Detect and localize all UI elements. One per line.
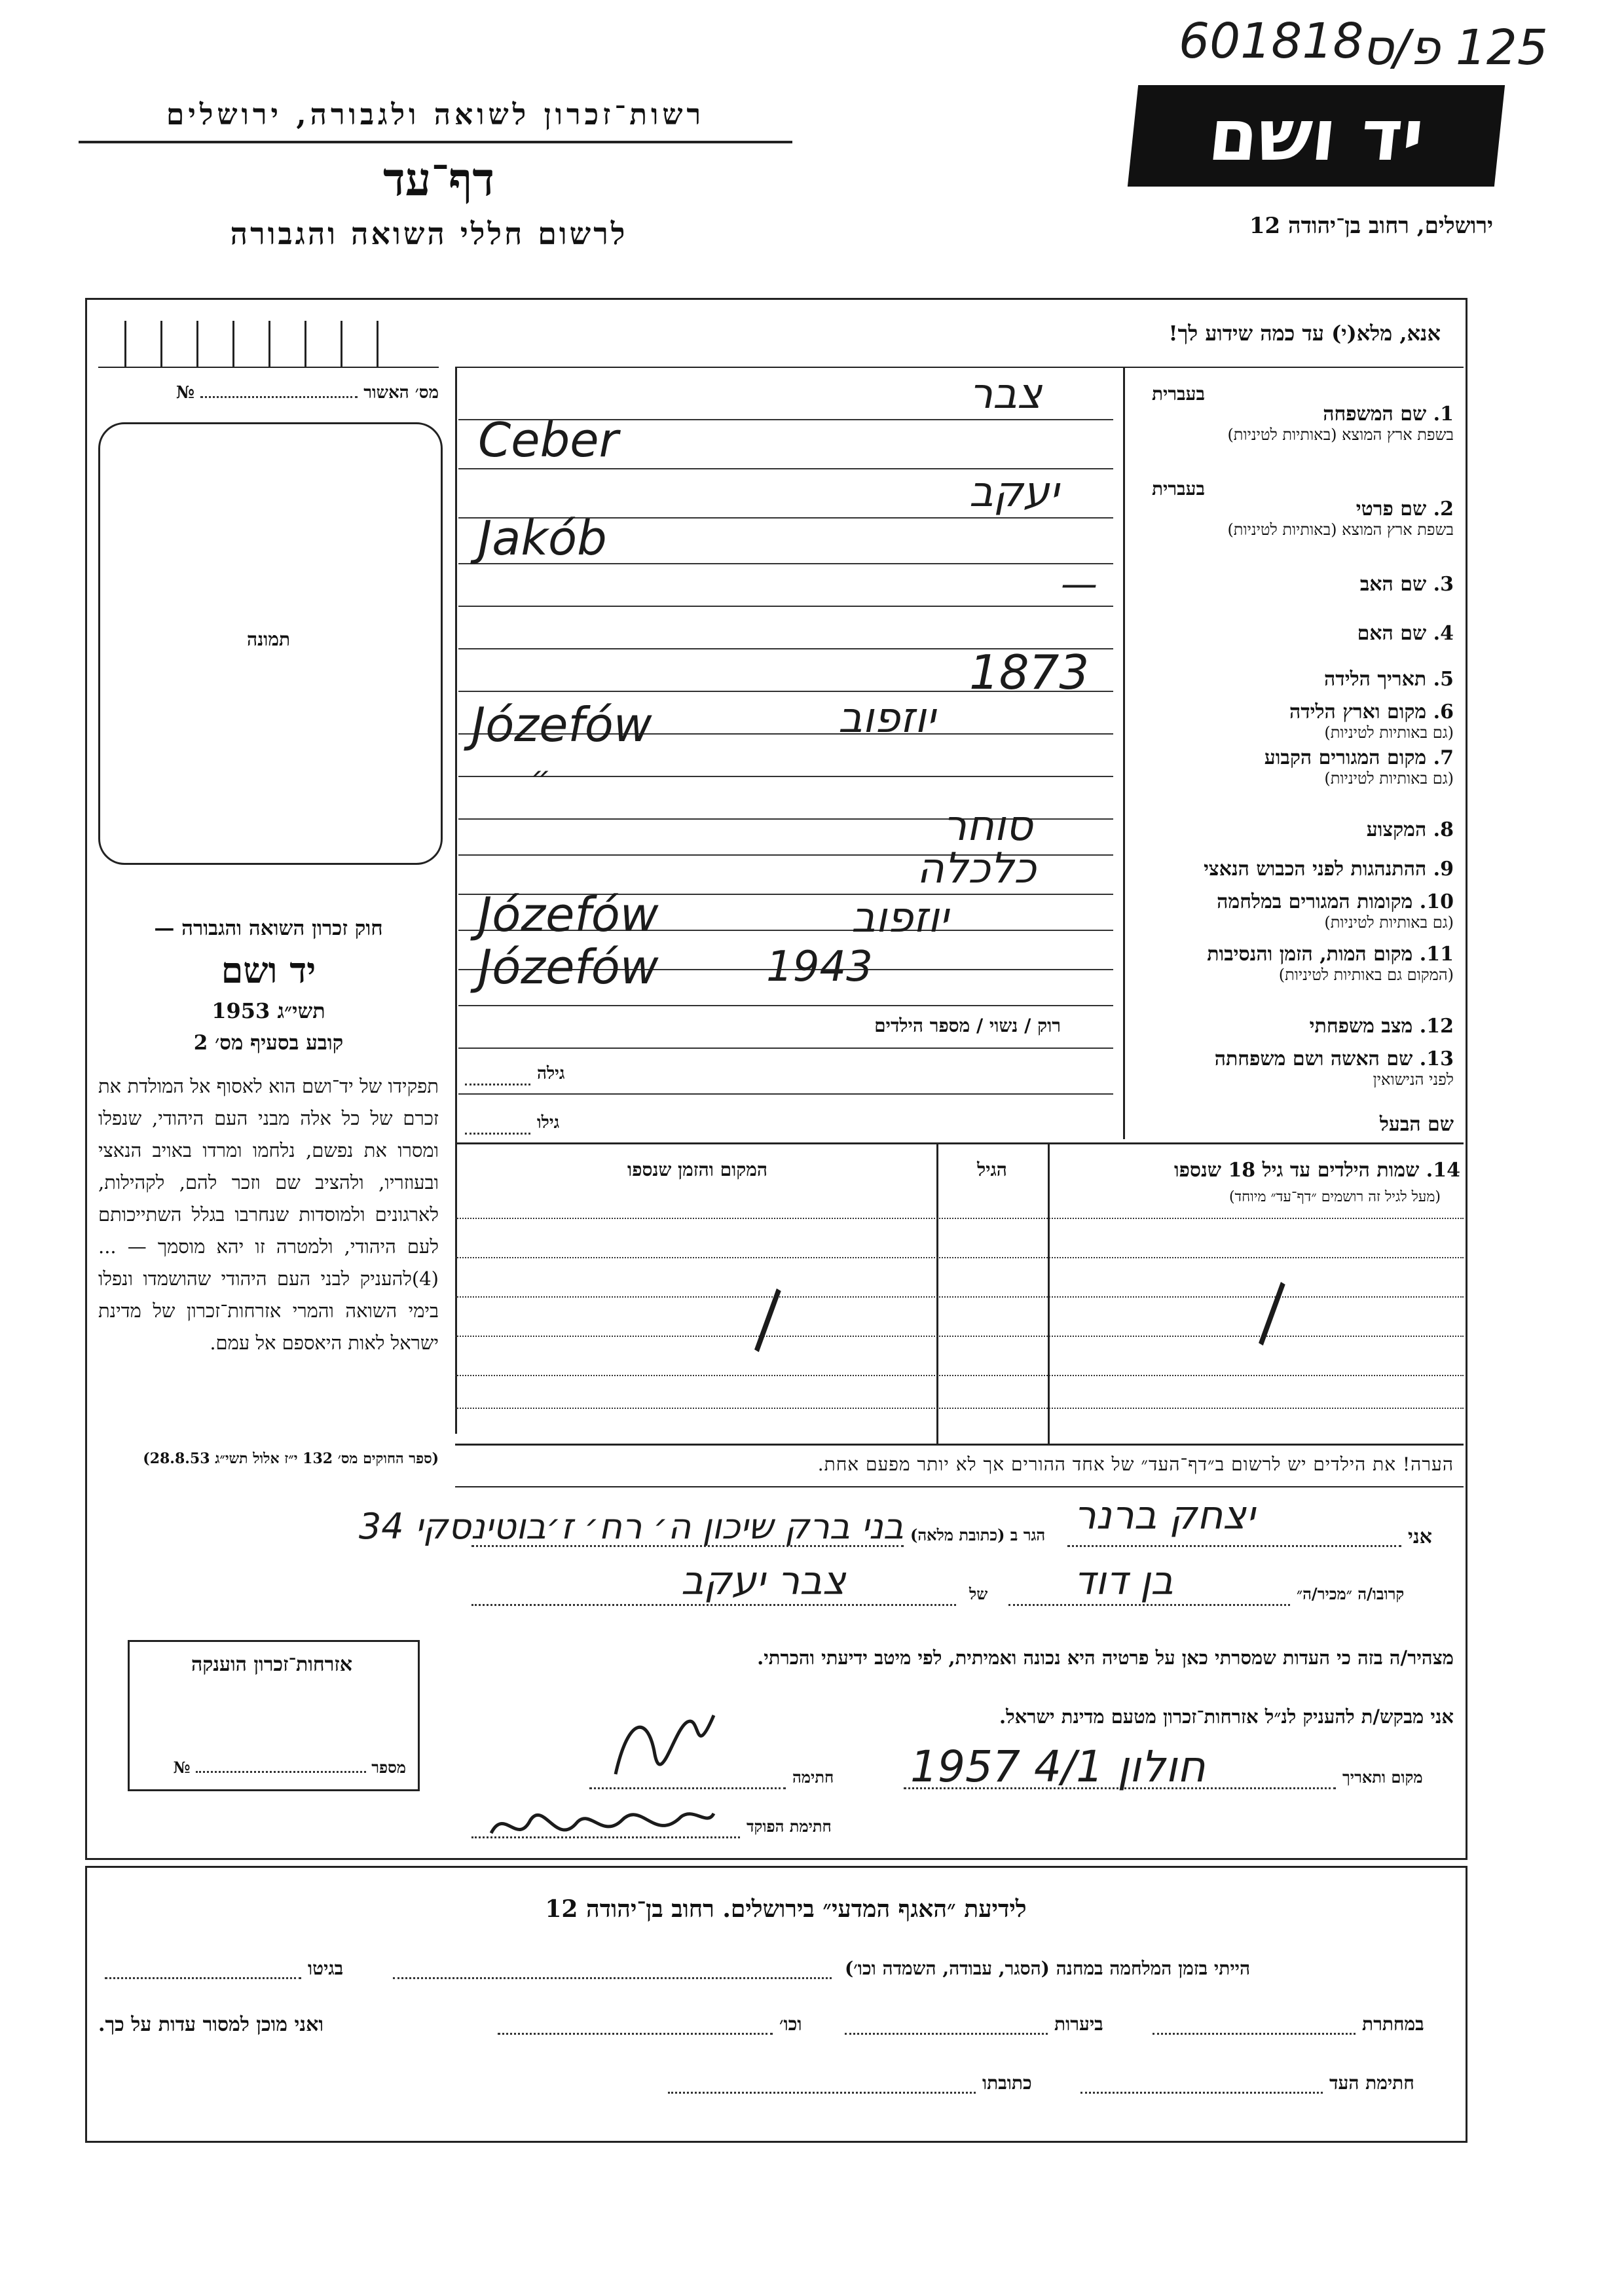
field-label: ההתנהגות לפני הכבוש הנאצי (1204, 858, 1427, 881)
field-label: שמות הילדים עד גיל 18 שנספו (1173, 1159, 1420, 1182)
official-signature-icon (485, 1794, 720, 1853)
husband-age-label: גילו (537, 1113, 560, 1133)
value-family-latin: Ceber (478, 412, 619, 467)
rule (458, 1005, 1113, 1006)
field-number: 5. (1433, 668, 1454, 691)
field-label: מצב משפחתי (1309, 1015, 1413, 1038)
doc-subtitle: לרשום חללי השואה והגבורה (230, 216, 628, 251)
field-family-name (1113, 383, 1454, 445)
archive-number: 601818 (1179, 13, 1364, 69)
rule (455, 1336, 1464, 1337)
field-number: 2. (1433, 498, 1454, 520)
decl-of-dots (471, 1604, 956, 1606)
field-sub: בשפת ארץ המוצא (באותיות לטיניות) (1227, 520, 1454, 539)
approval-number-label: מס׳ האשור (363, 383, 439, 403)
official-signature-mark (485, 1794, 720, 1853)
decl-i-dots (1067, 1545, 1401, 1547)
decl-request: אני מבקש/ת להעניק לנ״ל אזרחות־זכרון מטעם מדינת ישראל. (999, 1705, 1454, 1728)
field-label: שם האב (1359, 573, 1427, 596)
field-label: שם פרטי (1356, 498, 1427, 520)
value-family-hebrew: צבר (969, 370, 1043, 418)
children-section-label (1054, 1159, 1460, 1182)
field-label: שם האם (1357, 622, 1427, 645)
children-top (455, 1142, 1464, 1144)
field-pre-war (1113, 858, 1454, 881)
signature-mark (602, 1702, 733, 1794)
value-birth-latin: Józefów (471, 697, 652, 752)
ticks-row (98, 321, 439, 368)
law-year: תשי״ג 1953 (212, 998, 325, 1023)
field-birth-date (1113, 668, 1454, 691)
value-children-names: — (1215, 1264, 1319, 1360)
stamp-number-label: מספר (371, 1758, 406, 1777)
footer-underground: במחתרת (1362, 2013, 1424, 2035)
field-number: 7. (1433, 746, 1454, 769)
field-number: 8. (1433, 818, 1454, 841)
doc-title: דף־עד (382, 152, 494, 206)
left-col-divider (455, 367, 457, 1434)
footer-witness-signature: חתימת העד (1329, 2072, 1414, 2094)
logo-text: יד ושם (1204, 95, 1428, 177)
value-pre-war: כלכלה (917, 845, 1037, 893)
decl-place-date-label: מקום ותאריך (1342, 1768, 1423, 1787)
field-number: 11. (1419, 943, 1454, 966)
field-number: 9. (1433, 858, 1454, 881)
org-line: רשות־זכרון לשואה ולגבורה, ירושלים (166, 98, 705, 132)
field-number: 12. (1419, 1015, 1454, 1038)
field-sub: (גם באותיות לטיניות) (1324, 723, 1454, 742)
decl-relation-dots (1008, 1604, 1290, 1606)
law-clause: קובע בסעיף מס׳ 2 (193, 1031, 344, 1055)
value-birth-hebrew: יוזפוב (838, 694, 936, 742)
field-label: שם המשפחה (1323, 403, 1427, 426)
field-number: 1. (1433, 403, 1454, 426)
husband-age-dots (465, 1133, 530, 1135)
rule (455, 1257, 1464, 1258)
value-residence: ״ (530, 759, 551, 796)
field-label: המקצוע (1366, 818, 1427, 841)
rule (455, 1218, 1464, 1219)
wife-age-label: גילה (537, 1064, 565, 1084)
field-marital (1113, 1015, 1454, 1038)
decl-place-date-value: חולון 4/1 1957 (910, 1741, 1206, 1792)
value-wartime-latin: Józefów (478, 887, 659, 942)
value-birth-date: 1873 (969, 645, 1090, 700)
field-sub: (גם באותיות לטיניות) (1324, 769, 1454, 788)
value-profession: סוחר (943, 802, 1033, 850)
field-label: מקום וארץ הלידה (1289, 701, 1427, 723)
decl-affirm: מצהיר/ה בזה כי העדות שמסרתי כאן על פרטיה היא נכונה ואמיתית, לפי מיטב ידיעתי והכרתי. (757, 1647, 1454, 1669)
stamp-title: אזרחות־זכרון הוענקה (191, 1653, 353, 1676)
footer-forests: ביערות (1054, 2013, 1103, 2035)
footer-etc: וכו׳ (779, 2013, 802, 2035)
field-death (1113, 943, 1454, 985)
stamp-number (138, 1758, 406, 1777)
decl-address-value: בני ברק שיכון ה׳ רח׳ ז׳בוטינסקי 34 (358, 1506, 904, 1547)
decl-address-label: הגר ב (כתובת מלאה) (910, 1525, 1046, 1544)
footer-line1-start: הייתי בזמן המלחמה במחנה (הסגר, עבודה, השמדה וכו׳) (845, 1958, 1251, 1979)
photo-label: תמונה (246, 629, 291, 650)
law-text: תפקידו של יד־ושם הוא לאסוף אל המולדת את זכרם של כל אלה מבני העם היהודי, שנפלו ומסרו את נפשם, נלחמו ומרדו באויב הנאצי ובעוזריו, ולהציב שם וזכר להם, לקהילות, לארגונים ולמוסדות שנחרבו בגלל השתייכותם לעם היהודי, ולמטרה זו יהא מוסמך — ...(4)להעניק לבני העם היהודי שהושמדו ונפלו בימי השואה והמרי אזרחות־זכרון של מדינת ישראל לאות היאספם אל עמם. (98, 1075, 439, 1354)
hebrew-tag: בעברית (1151, 383, 1205, 405)
note-text: הערה! את הילדים יש לרשום ב״דף־העד״ של אחד ההורים אך לא יותר מפעם אחת. (817, 1453, 1454, 1475)
field-label: מקום המות, הזמן והנסיבות (1207, 943, 1413, 966)
decl-i-value: יצחק ברנר (1074, 1493, 1255, 1539)
field-sub: (המקום גם באותיות לטיניות) (1278, 966, 1454, 984)
field-father-name (1113, 573, 1454, 596)
signature-icon (602, 1702, 733, 1794)
field-number: 13. (1419, 1048, 1454, 1070)
field-label: מקום המגורים הקבוע (1264, 746, 1427, 769)
field-wartime-residence (1113, 890, 1454, 932)
rule (458, 776, 1113, 777)
approval-number (98, 383, 439, 403)
field-number: 6. (1433, 701, 1454, 723)
decl-of-label: של (969, 1584, 988, 1603)
field-label: מקומות המגורים במלחמה (1217, 890, 1413, 913)
value-death-year: 1943 (766, 943, 873, 991)
col-age-header: הגיל (977, 1159, 1007, 1180)
rule (455, 1408, 1464, 1409)
intro-text: אנא, מלא(י) עד כמה שידוע לך! (1168, 321, 1441, 346)
org-underline (79, 141, 792, 143)
note-bottom (455, 1486, 1464, 1487)
field-label: שם הבעל (1379, 1113, 1454, 1136)
field-wife (1113, 1048, 1454, 1089)
field-sub: לפני הנישואין (1373, 1070, 1454, 1089)
value-children-place: — (711, 1270, 815, 1367)
value-death-latin: Józefów (478, 939, 659, 994)
value-marital: רוק / נשוי / מספר הילדים (874, 1015, 1061, 1036)
field-label: שם האשה ושם משפחתה (1214, 1048, 1413, 1070)
decl-signature-label: חתימה (792, 1768, 834, 1787)
field-label: תאריך הלידה (1324, 668, 1427, 691)
field-residence (1113, 746, 1454, 788)
field-number: 10. (1419, 890, 1454, 913)
rule (458, 606, 1113, 607)
wife-age-dots (465, 1084, 530, 1085)
decl-i-label: אני (1408, 1525, 1432, 1548)
footer-ghetto: בגיטו (308, 1958, 344, 1979)
decl-official-label: חתימת הפוקד (747, 1817, 832, 1836)
field-sub: (גם באותיות לטיניות) (1324, 913, 1454, 932)
children-col2 (1048, 1142, 1050, 1444)
archive-page: 125 פ/ס (1362, 20, 1548, 76)
value-first-latin: Jakób (478, 511, 607, 566)
field-mother-name (1113, 622, 1454, 645)
field-profession (1113, 818, 1454, 841)
decl-relation-label: קרובו/ה ״מכיר/ה״ (1297, 1584, 1405, 1603)
footer-witness-address: כתובתו (982, 2072, 1032, 2094)
children-col1 (936, 1142, 938, 1444)
field-birth-place (1113, 701, 1454, 742)
logo (1128, 85, 1505, 187)
col-place-header: המקום והזמן שנספו (627, 1159, 767, 1180)
field-first-name (1113, 478, 1454, 539)
field-number: 14. (1426, 1159, 1460, 1182)
footer-frame (85, 1866, 1467, 2143)
decl-of-value: צבר יעקב (681, 1558, 846, 1604)
note-top (455, 1444, 1464, 1446)
value-wartime-hebrew: יוזפוב (851, 894, 949, 942)
rule (458, 1048, 1113, 1049)
field-number: 4. (1433, 622, 1454, 645)
stamp-number-suffix: № (173, 1758, 191, 1777)
header-address: ירושלים, רחוב בן־יהודה 12 (1249, 213, 1493, 239)
field-sub: בשפת ארץ המוצא (באותיות לטיניות) (1227, 426, 1454, 444)
law-title: חוק זכרון השואה והגבורה — (154, 917, 383, 940)
footer-title: לידיעת ״האגף המדעי״ בירושלים. רחוב בן־יהודה 12 (545, 1895, 1027, 1923)
approval-number-suffix: № (175, 383, 195, 403)
decl-relation-value: בן דוד (1074, 1558, 1173, 1604)
value-first-hebrew: יעקב (969, 468, 1059, 517)
law-name: יד ושם (221, 949, 316, 991)
hebrew-tag: בעברית (1151, 478, 1205, 500)
rule (458, 1093, 1113, 1095)
field-number: 3. (1433, 573, 1454, 596)
children-sub: (מעל לגיל זה רושמים ״דף־עד״ מיוחד) (1228, 1189, 1441, 1205)
rule (455, 1375, 1464, 1376)
value-father: — (1061, 563, 1098, 606)
intro-underline (455, 367, 1464, 368)
footer-line2-end: ואני מוכן למסור עדות על כך. (98, 2013, 324, 2036)
field-husband (1113, 1113, 1454, 1136)
law-reference: (ספר החוקים מס׳ 132 י״ז אלול תשי״ג 28.8.53) (143, 1450, 439, 1467)
